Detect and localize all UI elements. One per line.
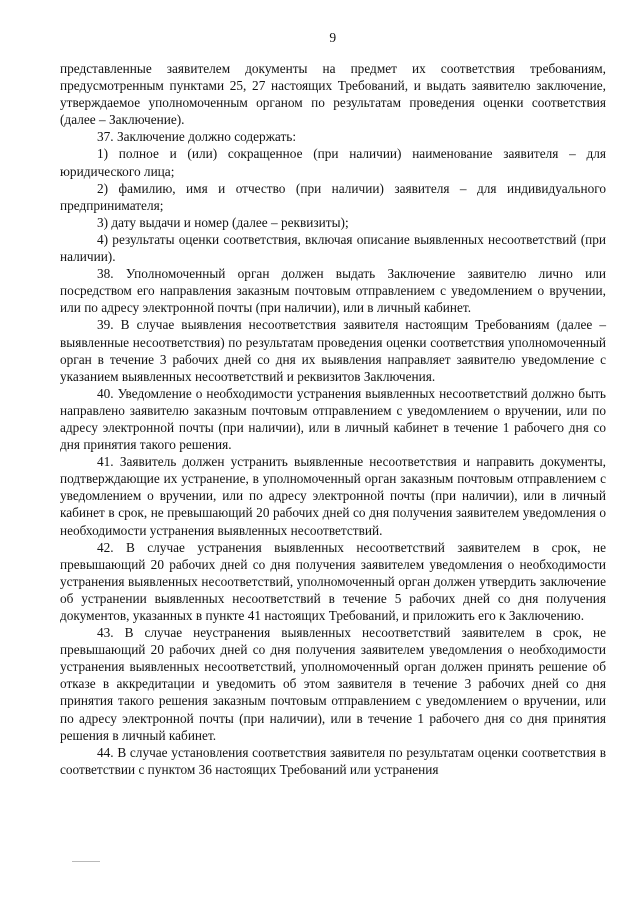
- paragraph: 39. В случае выявления несоответствия заявителя настоящим Требованиям (далее – выявленные несоответствия) по результатам проведения оценки соответствия уполномоченный орган в течение 3 рабочих дней со дня их выявления направляет заявителю уведомление с указанием выявленных несоответствий и реквизитов Заключения.: [60, 317, 606, 384]
- paragraph: 42. В случае устранения выявленных несоответствий заявителем в срок, не превышающий 20 рабочих дней со дня получения заявителем уведомления о необходимости устранения выявленных несоответствий, уполномоченный орган должен утвердить заключение об устранении выявленных несоответствий в течение 5 рабочих дней со дня получения документов, указанных в пункте 41 настоящих Требований, и приложить его к Заключению.: [60, 539, 606, 623]
- scan-artifact: [72, 861, 100, 862]
- paragraph: 44. В случае установления соответствия заявителя по результатам оценки соответствия в соответствии с пунктом 36 настоящих Требований или устранения: [60, 744, 606, 777]
- paragraph: 41. Заявитель должен устранить выявленные несоответствия и направить документы, подтверждающие их устранение, в уполномоченный орган заказным почтовым отправлением с уведомлением о вручении, или по адресу электронной почты (при наличии), или в личный кабинет в срок, не превышающий 20 рабочих дней со дня получения заявителем уведомления о необходимости устранения выявленных несоответствий.: [60, 454, 606, 538]
- paragraph: 4) результаты оценки соответствия, включая описание выявленных несоответствий (при наличии).: [60, 231, 606, 265]
- page-number: 9: [329, 30, 337, 45]
- paragraph: 2) фамилию, имя и отчество (при наличии) заявителя – для индивидуального предпринимателя;: [60, 180, 606, 213]
- paragraph: 40. Уведомление о необходимости устранения выявленных несоответствий должно быть направлено заявителю заказным почтовым отправлением с уведомлением о вручении, или по адресу электронной почты (при наличии), или в личный кабинет в течение 1 рабочего дня со дня принятия такого решения.: [60, 385, 606, 453]
- paragraph: 38. Уполномоченный орган должен выдать Заключение заявителю лично или посредством его направления заказным почтовым отправлением с уведомлением о вручении, или по адресу электронной почты (при наличии), или в личный кабинет.: [60, 266, 606, 316]
- paragraph: 3) дату выдачи и номер (далее – реквизиты);: [97, 214, 349, 230]
- paragraph: 37. Заключение должно содержать:: [97, 129, 297, 145]
- paragraph: 43. В случае неустранения выявленных несоответствий заявителем в срок, не превышающий 20 рабочих дней со дня получения заявителем уведомления о необходимости устранения выявленных несоответствий, уполномоченный орган должен принять решение об отказе в аккредитации и уведомить об этом заявителя в течение 3 рабочих дней со дня принятия такого решения заказным почтовым отправлением с уведомлением о вручении, или по адресу электронной почты (при наличии), или в течение 1 рабочего дня со дня принятия решения в личный кабинет.: [60, 625, 606, 743]
- document-body: [60, 60, 606, 778]
- paragraph: представленные заявителем документы на предмет их соответствия требованиям, предусмотренным пунктами 25, 27 настоящих Требований, и выдать заявителю заключение, утверждаемое уполномоченным органом по результатам проведения оценки соответствия (далее – Заключение).: [60, 61, 606, 128]
- paragraph: 1) полное и (или) сокращенное (при наличии) наименование заявителя – для юридического лица;: [60, 146, 606, 179]
